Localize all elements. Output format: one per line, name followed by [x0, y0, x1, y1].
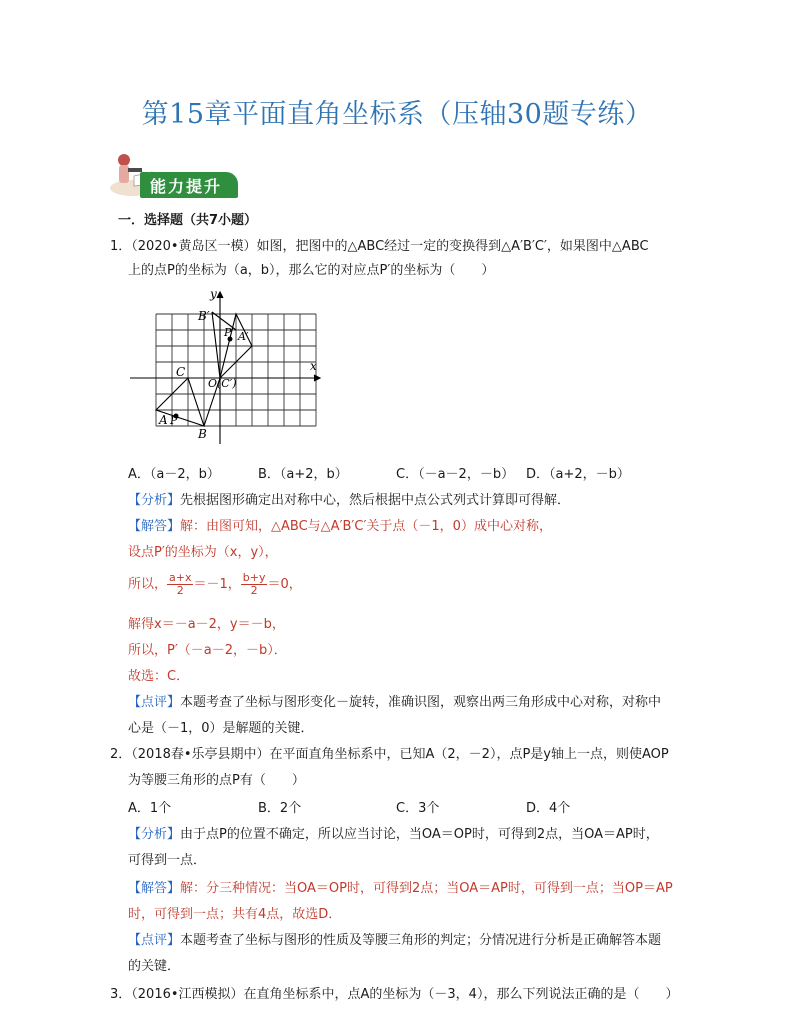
q2-analysis-line2: 可得到一点． — [128, 853, 207, 868]
fraction-1-denominator: 2 — [176, 584, 184, 597]
answer-tag: 【解答】 — [128, 519, 181, 534]
page-title: 第15章平面直角坐标系（压轴30题专练） — [141, 99, 653, 130]
q2-answer-line2: 时，可得到一点；共有4点，故选D． — [128, 907, 342, 922]
q1-option-c: C．（－a－2，－b） — [396, 467, 515, 482]
fraction-2-denominator: 2 — [250, 584, 258, 597]
fraction-1-rhs: ＝－1， — [193, 577, 241, 592]
label-a-prime: A′ — [238, 330, 249, 343]
q1-coordinate-figure — [126, 286, 326, 446]
label-c: C — [176, 365, 186, 379]
label-p-prime: P′ — [224, 326, 234, 339]
label-o-c-prime: O(C′) — [208, 377, 237, 390]
label-x-axis: x — [310, 359, 317, 373]
label-b: B — [198, 427, 207, 441]
label-a: A — [159, 413, 168, 427]
label-p: P — [170, 414, 178, 427]
q1-answer-fractions — [128, 572, 302, 597]
badge-label: 能力提升 — [150, 177, 223, 196]
q2-stem-line2: 为等腰三角形的点P有（ ） — [128, 773, 305, 788]
analysis-tag: 【分析】 — [128, 493, 181, 508]
fraction-2-rhs: ＝0， — [267, 577, 302, 592]
q1-analysis — [128, 492, 570, 510]
q1-stem-line2: 上的点P的坐标为（a，b），那么它的对应点P′的坐标为（ ） — [128, 263, 495, 278]
answer-text: 解：分三种情况：当OA＝OP时，可得到2点；当OA＝AP时，可得到一点；当OP＝AP — [180, 881, 673, 896]
answer-text: 解：由图可知，△ABC与△A′B′C′关于点（－1，0）成中心对称， — [180, 519, 552, 534]
q1-answer-line6: 故选：C． — [128, 669, 190, 684]
q1-comment-line1 — [128, 694, 661, 712]
q2-option-c: C．3个 — [396, 801, 440, 816]
comment-text: 本题考查了坐标与图形的性质及等腰三角形的判定；分情况进行分析是正确解答本题 — [180, 933, 662, 948]
fraction-1-numerator: a+x — [169, 571, 192, 584]
q2-option-b: B．2个 — [258, 801, 302, 816]
q1-answer-line2: 设点P′的坐标为（x，y）， — [128, 545, 278, 560]
comment-tag: 【点评】 — [128, 933, 181, 948]
section-badge — [104, 152, 238, 198]
q2-comment-line1 — [128, 932, 661, 950]
q2-analysis-line1 — [128, 826, 659, 844]
q1-answer-line5: 所以，P′（－a－2，－b）． — [128, 643, 287, 658]
q2-stem-line1: 2．（2018春•乐亭县期中）在平面直角坐标系中，已知A（2，－2），点P是y轴上一点，则使AOP — [110, 747, 669, 762]
fraction-2 — [241, 572, 268, 597]
q1-stem-line1: 1．（2020•黄岛区一模）如图，把图中的△ABC经过一定的变换得到△A′B′C′，如果图中△ABC — [110, 239, 649, 254]
label-b-prime: B′ — [198, 309, 210, 323]
q1-comment-line2: 心是（－1，0）是解题的关键． — [128, 721, 314, 736]
label-y-axis: y — [210, 287, 217, 301]
fraction-1 — [167, 572, 193, 597]
q3-stem-line1: 3．（2016•江西模拟）在直角坐标系中，点A的坐标为（－3，4），那么下列说法正确的是（ ） — [110, 987, 679, 1002]
q2-option-d: D．4个 — [526, 801, 571, 816]
q2-answer-line1 — [128, 880, 673, 898]
q1-answer-line1 — [128, 518, 552, 536]
analysis-text: 由于点P的位置不确定，所以应当讨论，当OA＝OP时，可得到2点，当OA＝AP时， — [180, 827, 659, 842]
analysis-text: 先根据图形确定出对称中心，然后根据中点公式列式计算即可得解． — [180, 493, 571, 508]
fraction-prefix: 所以， — [128, 577, 168, 592]
q2-option-a: A．1个 — [128, 801, 172, 816]
q1-option-d: D．（a+2，－b） — [526, 467, 630, 482]
q2-comment-line2: 的关键． — [128, 959, 181, 974]
q1-option-a: A．（a－2，b） — [128, 467, 220, 482]
analysis-tag: 【分析】 — [128, 827, 181, 842]
section-heading: 一．选择题（共7小题） — [118, 213, 258, 228]
fraction-2-numerator: b+y — [242, 571, 266, 584]
q1-option-b: B．（a+2，b） — [258, 467, 348, 482]
q1-answer-line4: 解得x＝－a－2，y＝－b， — [128, 617, 285, 632]
answer-tag: 【解答】 — [128, 881, 181, 896]
comment-tag: 【点评】 — [128, 695, 181, 710]
comment-text: 本题考查了坐标与图形变化－旋转，准确识图，观察出两三角形成中心对称，对称中 — [180, 695, 662, 710]
